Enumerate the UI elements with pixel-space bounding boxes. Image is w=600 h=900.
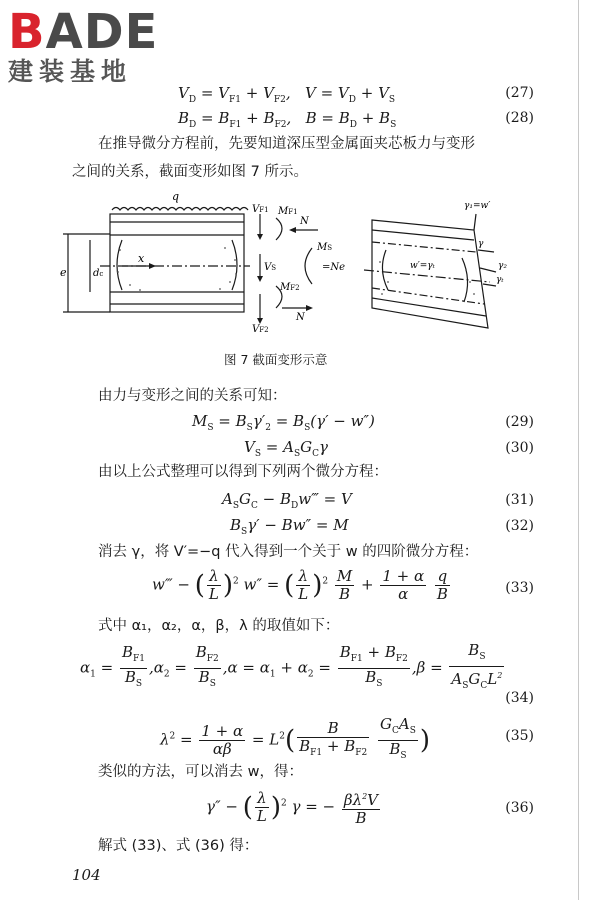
text-force-relation: 由力与变形之间的关系可知： (98, 388, 287, 404)
equation-28: $B_D = B_{F1} + B_{F2}$, $B = B_D + B_S$ (178, 109, 397, 130)
equation-27: $V_D = V_{F1} + V_{F2}$, $V = V_D + V_S$ (178, 84, 396, 105)
equation-31: $A_SG_C$ − $B_Dw‴ = V$ (222, 490, 352, 511)
equation-30: $V_S = A_SG_C\gamma$ (244, 438, 328, 459)
text-eliminate-w: 类似的方法，可以消去 w，得： (98, 764, 303, 780)
figure-7-caption: 图 7 截面变形示意 (224, 352, 328, 367)
text-solve-equations: 解式 (33)、式 (36) 得： (98, 838, 259, 854)
figure-label-ms: MS (317, 242, 333, 253)
equation-35-number: (35) (505, 728, 534, 744)
figure-label-mf1: MF1 (278, 206, 298, 217)
figure-label-dc: dc (93, 268, 104, 279)
equation-29-number: (29) (505, 414, 534, 430)
figure-label-q: q (172, 190, 180, 203)
figure-label-n-top: N (300, 216, 309, 227)
figure-label-gammat: γₜ (496, 275, 504, 285)
text-parameter-values: 式中 α₁，α₂，α，β，λ 的取值如下： (98, 618, 340, 634)
equation-35: $\lambda^2$ = $\frac{1 + \alpha}{\alpha\beta}$ = $L^2$( $\frac{B}{B_{F1} + B_{F2}}$ $\frac{G_CA_S}{B_S}$ ) (160, 715, 431, 761)
figure-label-gamma1: γ₁=w′ (464, 201, 491, 211)
equation-27-number: (27) (505, 85, 534, 101)
figure-label-ne: =Ne (322, 262, 346, 273)
bade-logo (8, 4, 183, 96)
figure-right-panel (364, 214, 496, 328)
text-derive-equations: 由以上公式整理可以得到下列两个微分方程： (98, 464, 388, 480)
logo-brand: BADE (8, 4, 159, 60)
figure-label-e: e (60, 266, 67, 279)
text-eliminate-gamma: 消去 γ，将 V′=−q 代入得到一个关于 w 的四阶微分方程： (98, 544, 479, 560)
figure-label-x: x (138, 252, 145, 265)
equation-30-number: (30) (505, 440, 534, 456)
equation-36: γ″ − ( $\frac{\lambda}{L}$ )$^2$ γ = − $\frac{\beta\lambda^2V}{B}$ (206, 789, 379, 827)
equation-28-number: (28) (505, 110, 534, 126)
figure-label-mf2: MF2 (280, 282, 300, 293)
equation-34-number: (34) (505, 690, 534, 706)
logo-subtitle: 建装基地 (8, 57, 133, 86)
equation-29: $M_S = B_S\gamma'_2 = B_S(\gamma' - w'')$ (192, 412, 375, 433)
figure-left-panel (63, 208, 318, 321)
equation-36-number: (36) (505, 800, 534, 816)
equation-32: $B_S\gamma' - Bw'' = M$ (230, 516, 349, 537)
figure-label-vs: VS (264, 262, 277, 273)
page-edge-line (578, 0, 579, 900)
figure-label-gamma: γ (478, 239, 484, 249)
equation-33: w‴ − ( $\frac{\lambda}{L}$ )$^2$ w″ = ( $\frac{\lambda}{L}$ )$^2$ $\frac{M}{B}$ + $\frac{1 + \alpha}{\alpha}$ $\frac{q}{B}$ (152, 567, 448, 603)
equation-33-number: (33) (505, 580, 534, 596)
page-number: 104 (72, 866, 101, 884)
figure-label-gamma2: γ₂ (498, 261, 507, 271)
equation-31-number: (31) (505, 492, 534, 508)
intro-line-1: 在推导微分方程前，先要知道深压型金属面夹芯板力与变形 (98, 136, 475, 152)
figure-7-section-deformation (60, 190, 530, 345)
intro-line-2: 之间的关系，截面变形如图 7 所示。 (72, 164, 308, 180)
figure-label-vf1: VF1 (252, 204, 269, 215)
figure-label-n-bottom: N (296, 312, 305, 323)
equation-34: $\alpha_1$ = $\frac{B_{F1}}{B_S}$ $,\alpha_2$ = $\frac{B_{F2}}{B_S}$ $,\alpha = \alpha_1 + \alpha_2$ = $\frac{B_{F1} + B_{F2}}{B_S}$ ,β = $\frac{B_S}{A_SG_CL^2}$ (80, 641, 503, 691)
figure-label-vf2: VF2 (252, 324, 269, 335)
equation-32-number: (32) (505, 518, 534, 534)
figure-label-wprime: w′=γₜ (410, 261, 435, 271)
